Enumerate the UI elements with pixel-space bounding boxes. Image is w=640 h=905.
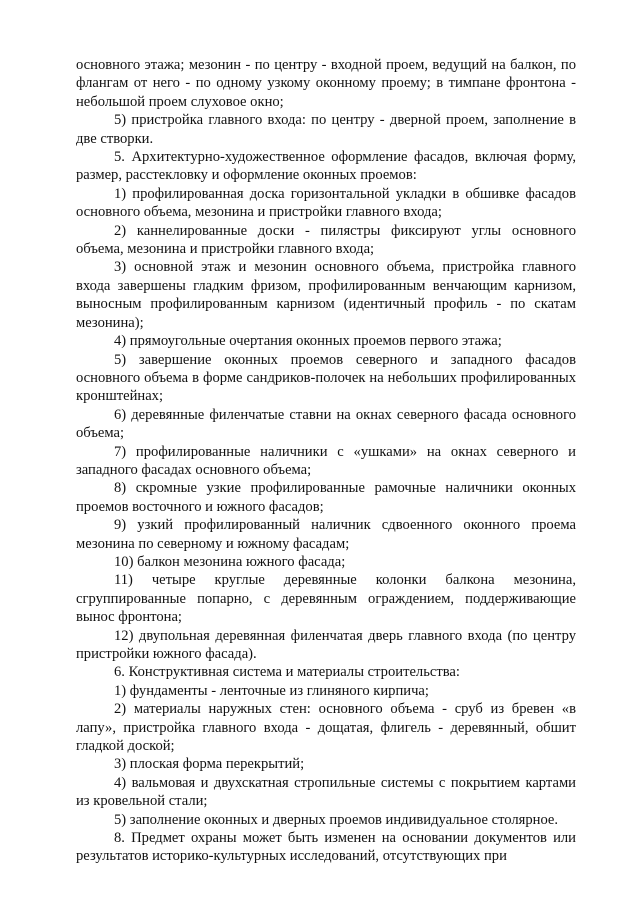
paragraph: 3) плоская форма перекрытий; — [114, 756, 305, 773]
paragraph: 1) профилированная доска горизонтальной укладки в обшивке фасадов основного объема, мезонина и пристройки главного входа; — [76, 185, 576, 221]
paragraph: 4) вальмовая и двухскатная стропильные системы с покрытием картами из кровельной стали; — [76, 774, 576, 810]
paragraph: 1) фундаменты - ленточные из глиняного кирпича; — [114, 682, 429, 699]
paragraph: 8. Предмет охраны может быть изменен на основании документов или результатов историко-культурных исследований, отсутствующих при — [76, 830, 576, 865]
paragraph: 9) узкий профилированный наличник сдвоенного оконного проема мезонина по северному и южному фасадам; — [76, 517, 576, 552]
paragraph: 4) прямоугольные очертания оконных проемов первого этажа; — [114, 333, 502, 350]
paragraph: 5) завершение оконных проемов северного и западного фасадов основного объема в форме сандриков-полочек на небольших профилированных кронштейнах; — [76, 351, 576, 405]
paragraph: основного этажа; мезонин - по центру - входной проем, ведущий на балкон, по флангам от него - по одному узкому оконному проему; в тимпане фронтона - небольшой проем слуховое окно; — [76, 57, 576, 110]
paragraph: 5) заполнение оконных и дверных проемов индивидуальное столярное. — [114, 811, 559, 828]
paragraph: 11) четыре круглые деревянные колонки балкона мезонина, сгруппированные попарно, с деревянным ограждением, поддерживающие вынос фронтона; — [76, 572, 576, 626]
paragraph: 3) основной этаж и мезонин основного объема, пристройка главного входа завершены гладким фризом, профилированным венчающим карнизом, выносным профилированным карнизом (идентичный профиль - по скатам мезонина); — [76, 259, 576, 331]
paragraph: 7) профилированные наличники с «ушками» на окнах северного и западного фасадах основного объема; — [76, 443, 576, 478]
paragraph: 2) каннелированные доски - пилястры фиксируют углы основного объема, мезонина и пристройки главного входа; — [76, 222, 576, 258]
paragraph: 6. Конструктивная система и материалы строительства: — [114, 664, 460, 681]
paragraph: 6) деревянные филенчатые ставни на окнах северного фасада основного объема; — [76, 406, 576, 442]
paragraph: 8) скромные узкие профилированные рамочные наличники оконных проемов восточного и южного фасадов; — [76, 480, 576, 515]
paragraph: 2) материалы наружных стен: основного объема - сруб из бревен «в лапу», пристройка главного входа - дощатая, флигель - деревянный, обшит гладкой доской; — [76, 701, 576, 755]
paragraph: 10) балкон мезонина южного фасада; — [114, 553, 346, 570]
paragraph: 5. Архитектурно-художественное оформление фасадов, включая форму, размер, расстекловку и оформление оконных проемов: — [76, 149, 576, 184]
paragraph: 5) пристройка главного входа: по центру - дверной проем, заполнение в две створки. — [76, 112, 576, 147]
paragraph: 12) двупольная деревянная филенчатая дверь главного входа (по центру пристройки южного фасада). — [76, 627, 576, 662]
document-body — [76, 56, 576, 866]
